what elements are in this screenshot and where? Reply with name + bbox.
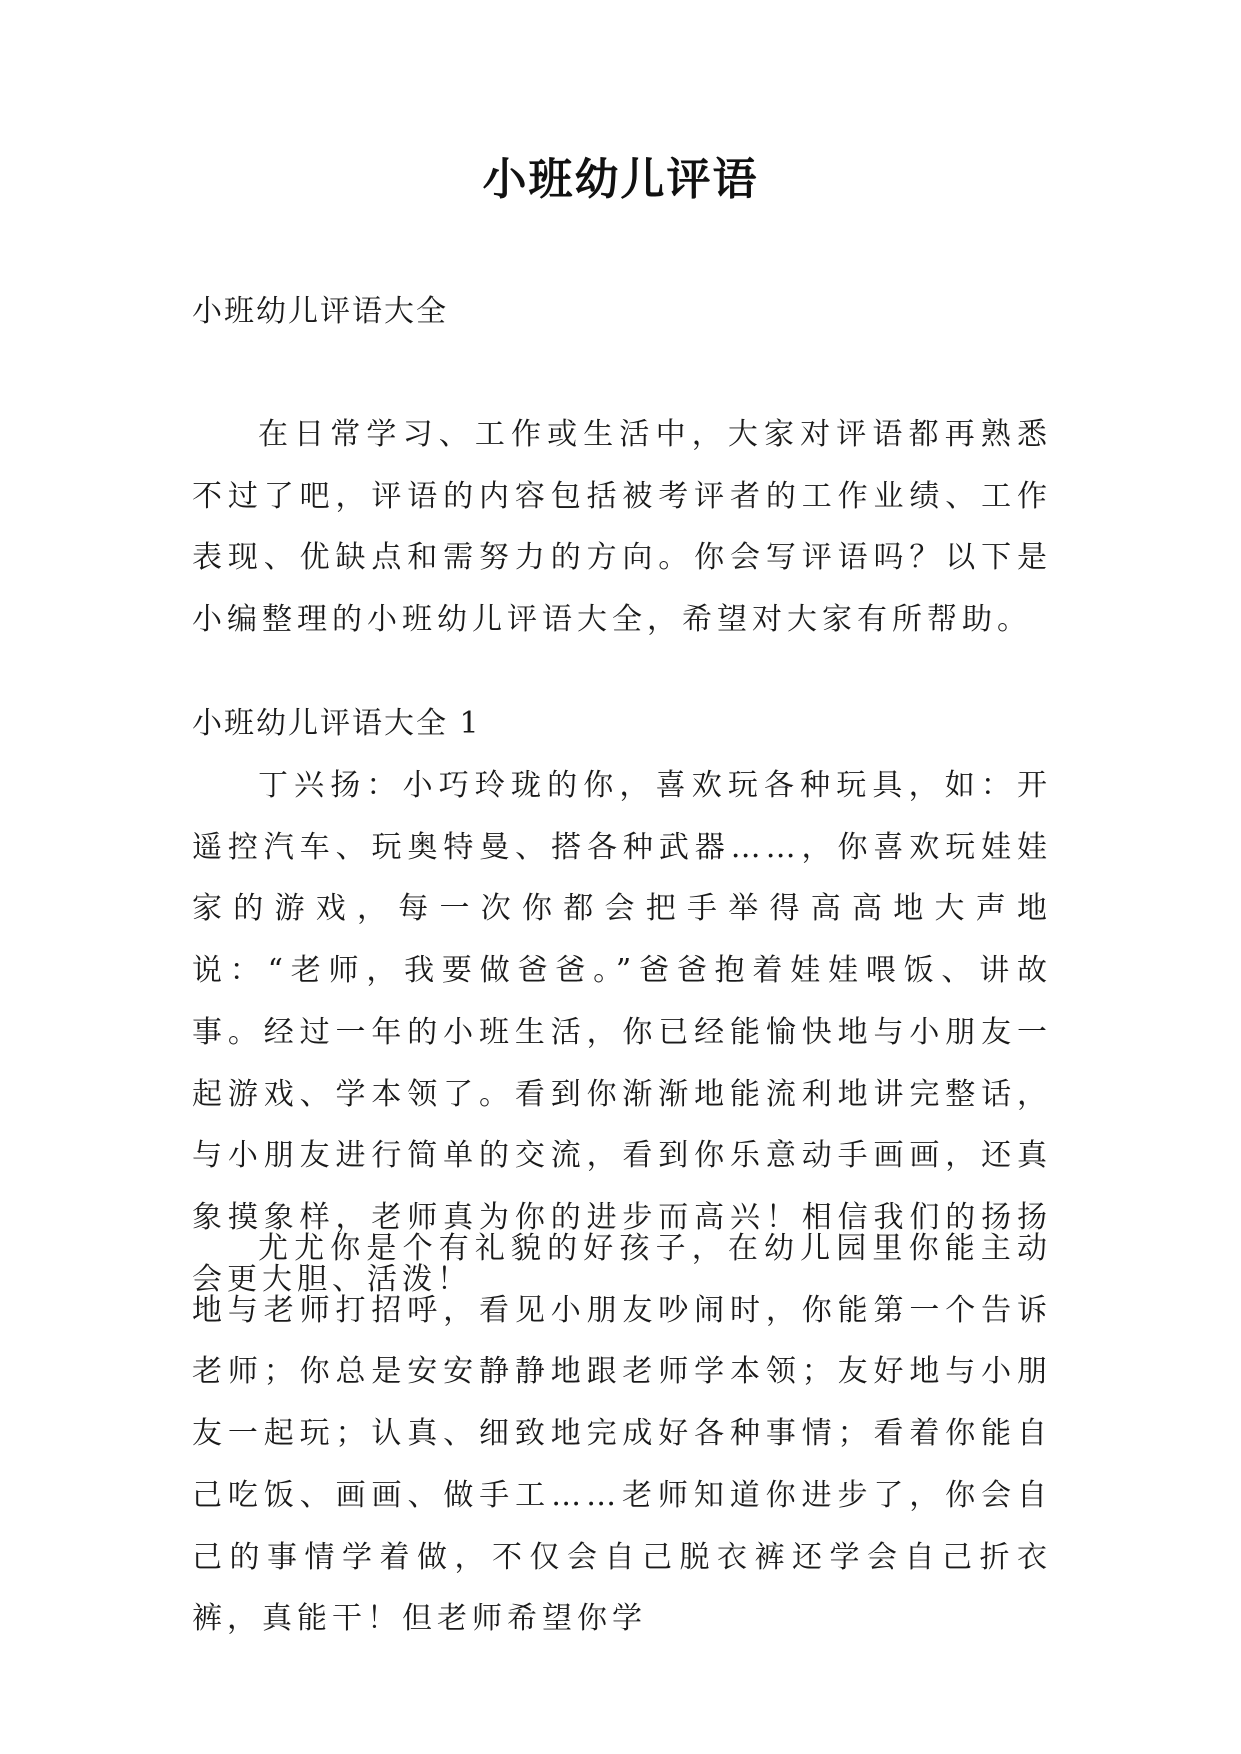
intro-paragraph: 在日常学习、工作或生活中，大家对评语都再熟悉不过了吧，评语的内容包括被考评者的工作业绩、工作表现、优缺点和需努力的方向。你会写评语吗？以下是小编整理的小班幼儿评语大全，希望对大家有所帮助。 bbox=[192, 417, 1052, 638]
section-heading: 小班幼儿评语大全 1 bbox=[192, 706, 481, 741]
comment-paragraph: 丁兴扬：小巧玲珑的你，喜欢玩各种玩具，如：开遥控汽车、玩奥特曼、搭各种武器……，你喜欢玩娃娃家的游戏，每一次你都会把手举得高高地大声地说：“老师，我要做爸爸。”爸爸抱着娃娃喂饭、讲故事。经过一年的小班生活，你已经能愉快地与小朋友一起游戏、学本领了。看到你渐渐地能流利地讲完整话，与小朋友进行简单的交流，看到你乐意动手画画，还真象摸象样，老师真为你的进步而高兴！相信我们的扬扬会更大胆、活泼！ bbox=[192, 768, 1052, 1297]
page-title: 小班幼儿评语 bbox=[482, 154, 759, 205]
document-subtitle: 小班幼儿评语大全 bbox=[192, 294, 448, 329]
comment-paragraph: 尤尤你是个有礼貌的好孩子，在幼儿园里你能主动地与老师打招呼，看见小朋友吵闹时，你能第一个告诉老师；你总是安安静静地跟老师学本领；友好地与小朋友一起玩；认真、细致地完成好各种事情；看着你能自己吃饭、画画、做手工……老师知道你进步了，你会自己的事情学着做，不仅会自己脱衣裤还学会自己折衣裤，真能干！但老师希望你学 bbox=[192, 1231, 1052, 1637]
